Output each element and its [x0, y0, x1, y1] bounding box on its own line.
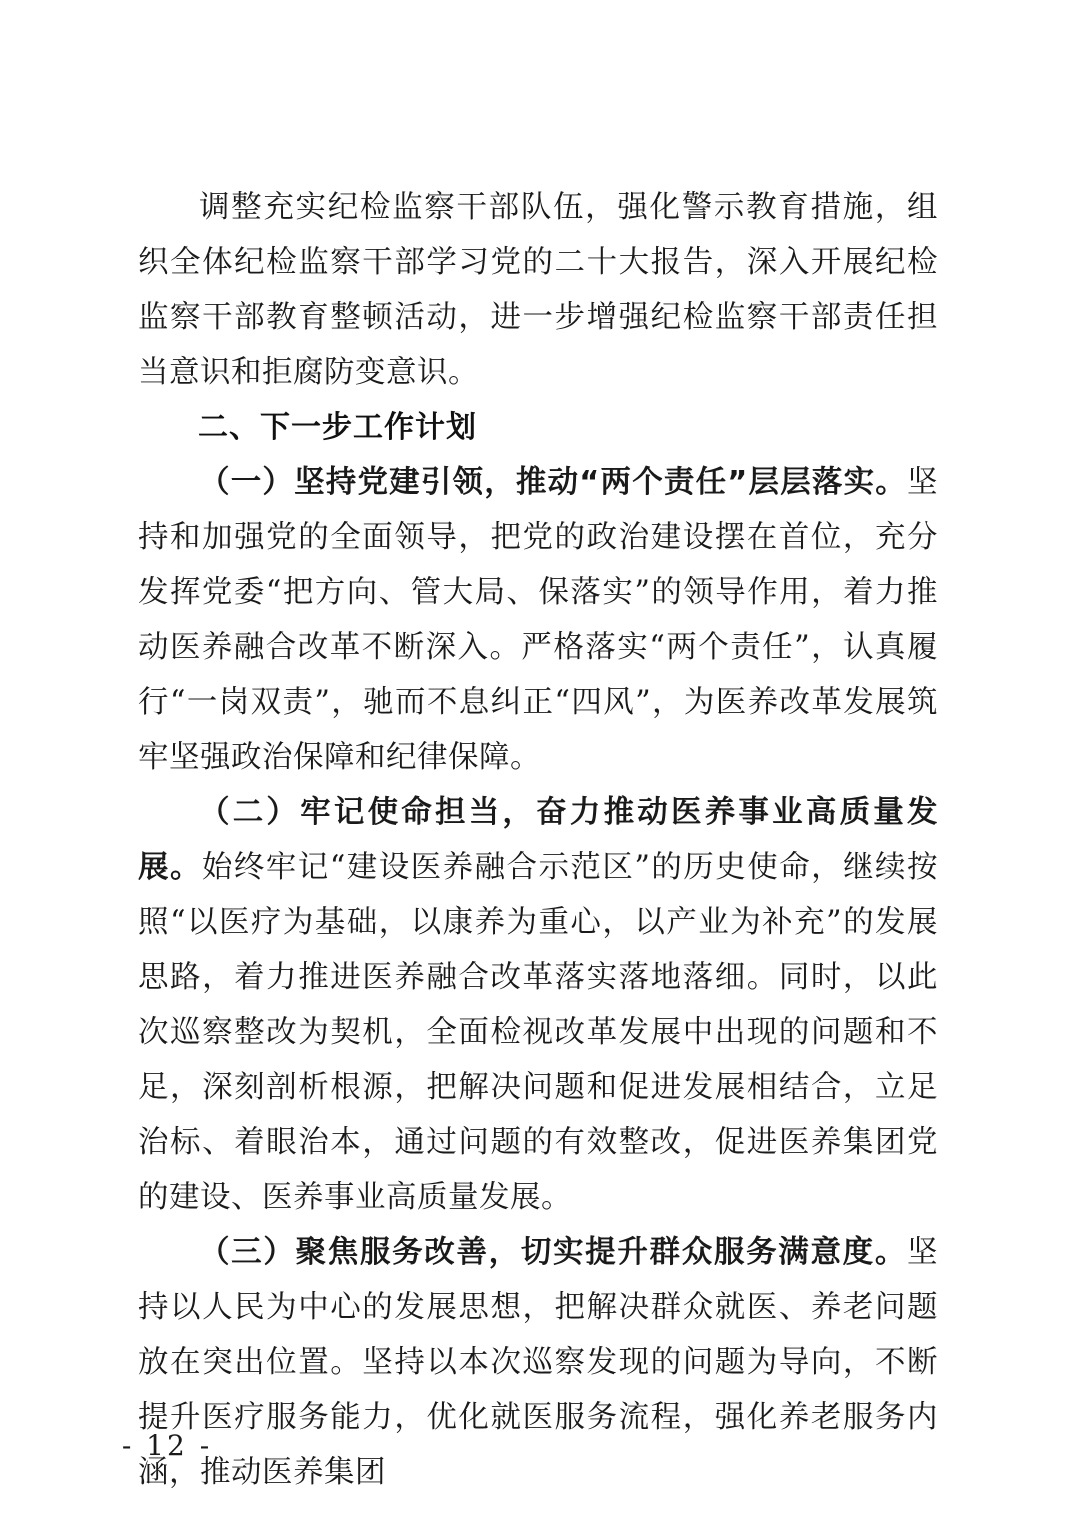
paragraph-2-text: 坚持和加强党的全面领导，把党的政治建设摆在首位，充分发挥党委“把方向、管大局、保落实”的领导作用，着力推动医养融合改革不断深入。严格落实“两个责任”，认真履行“一岗双责”，驰而不息纠正“四风”，为医养改革发展筑牢坚强政治保障和纪律保障。 [138, 465, 938, 775]
paragraph-3-text: 始终牢记“建设医养融合示范区”的历史使命，继续按照“以医疗为基础，以康养为重心，以产业为补充”的发展思路，着力推进医养融合改革落实落地落细。同时，以此次巡察整改为契机，全面检视改革发展中出现的问题和不足，深刻剖析根源，把解决问题和促进发展相结合，立足治标、着眼治本，通过问题的有效整改，促进医养集团党的建设、医养事业高质量发展。 [138, 850, 938, 1215]
paragraph-3 [138, 785, 938, 1225]
paragraph-4-lead: （三）聚焦服务改善，切实提升群众服务满意度。 [199, 1235, 907, 1270]
page-footer [0, 1429, 1074, 1462]
document-body [138, 180, 938, 1500]
paragraph-1: 调整充实纪检监察干部队伍，强化警示教育措施，组织全体纪检监察干部学习党的二十大报告，深入开展纪检监察干部教育整顿活动，进一步增强纪检监察干部责任担当意识和拒腐防变意识。 [138, 190, 938, 390]
paragraph-3-lead: （二）牢记使命担当，奋力推动医养事业高质量发展。 [138, 795, 938, 885]
page-number: - 12 - [121, 1429, 213, 1462]
paragraph-2 [138, 455, 938, 785]
paragraph-2-lead: （一）坚持党建引领，推动“两个责任”层层落实。 [199, 465, 907, 500]
paragraph-4-text: 坚持以人民为中心的发展思想，把解决群众就医、养老问题放在突出位置。坚持以本次巡察发现的问题为导向，不断提升医疗服务能力，优化就医服务流程，强化养老服务内涵，推动医养集团 [138, 1235, 938, 1490]
section-heading-2: 二、下一步工作计划 [198, 410, 477, 445]
